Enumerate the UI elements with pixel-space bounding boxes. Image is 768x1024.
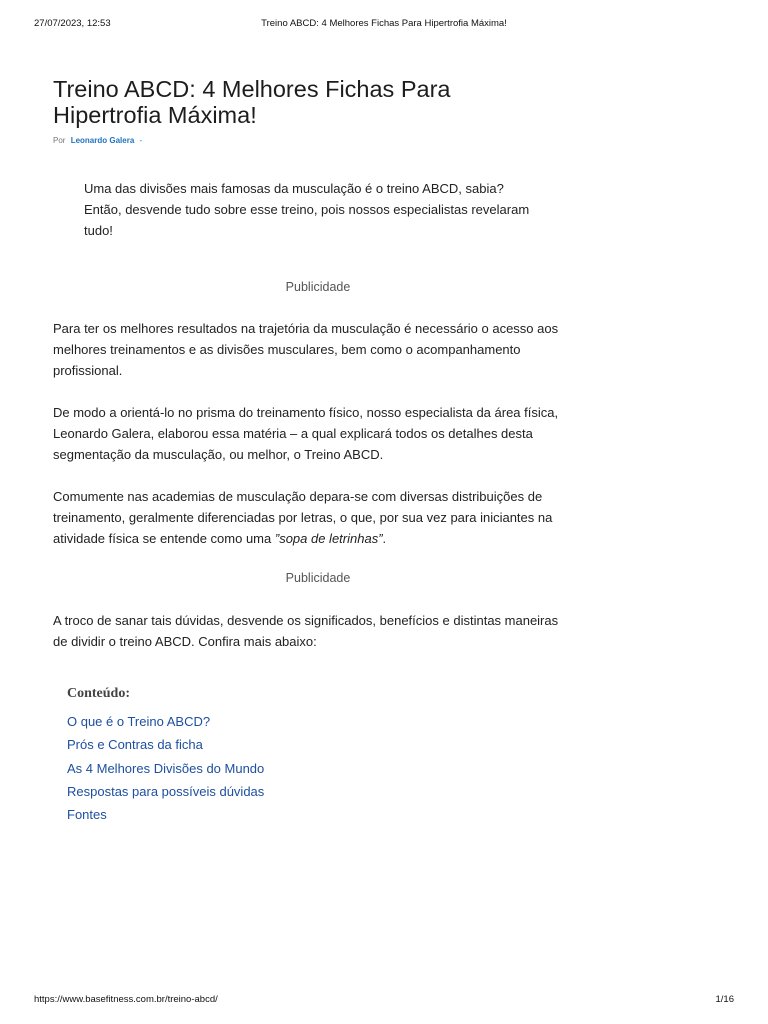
author-link[interactable]: Leonardo Galera — [70, 136, 135, 145]
byline-prefix: Por — [53, 136, 66, 145]
print-page-title: Treino ABCD: 4 Melhores Fichas Para Hipertrofia Máxima! — [261, 18, 507, 29]
toc-link-sources[interactable]: Fontes — [67, 807, 107, 823]
article-paragraph — [53, 318, 583, 381]
paragraph-line: atividade física se entende como uma — [53, 531, 275, 546]
ad-label: Publicidade — [285, 571, 351, 585]
article-intro — [84, 178, 554, 241]
intro-line: Então, desvende tudo sobre esse treino, pois nossos especialistas revelaram — [84, 202, 530, 217]
print-url: https://www.basefitness.com.br/treino-abcd/ — [34, 994, 218, 1005]
page-counter: 1/16 — [715, 994, 734, 1005]
byline — [53, 136, 583, 145]
toc-list — [67, 710, 467, 826]
toc-link-what-is[interactable]: O que é o Treino ABCD? — [67, 714, 211, 729]
paragraph-line: Leonardo Galera, elaborou essa matéria – a qual explicará todos os detalhes desta — [53, 426, 533, 441]
article-title-line-2: Hipertrofia Máxima! — [53, 102, 257, 128]
print-footer — [34, 994, 734, 1008]
paragraph-line: De modo a orientá-lo no prisma do treinamento físico, nosso especialista da área física, — [53, 405, 559, 420]
paragraph-end: . — [382, 531, 387, 546]
paragraph-line: segmentação da musculação, ou melhor, o Treino ABCD. — [53, 447, 384, 462]
toc-link-pros-cons[interactable]: Prós e Contras da ficha — [67, 737, 203, 753]
table-of-contents — [67, 686, 467, 826]
intro-line: tudo! — [84, 223, 113, 238]
paragraph-line: Comumente nas academias de musculação depara-se com diversas distribuições de — [53, 489, 543, 504]
print-datetime: 27/07/2023, 12:53 — [34, 18, 111, 29]
paragraph-line: A troco de sanar tais dúvidas, desvende os significados, benefícios e distintas maneiras — [53, 613, 559, 628]
print-header — [34, 18, 734, 32]
emphasis-text: ”sopa de letrinhas” — [274, 531, 383, 546]
paragraph-line: Para ter os melhores resultados na trajetória da musculação é necessário o acesso aos — [53, 321, 559, 336]
paragraph-line: treinamento, geralmente diferenciadas por letras, o que, por sua vez para iniciantes na — [53, 510, 553, 525]
byline-separator: - — [139, 136, 143, 145]
ad-label: Publicidade — [285, 280, 351, 294]
intro-line: Uma das divisões mais famosas da musculação é o treino ABCD, sabia? — [84, 181, 504, 196]
paragraph-line: de dividir o treino ABCD. Confira mais abaixo: — [53, 634, 317, 649]
paragraph-line: profissional. — [53, 363, 123, 378]
toc-title: Conteúdo: — [67, 686, 131, 701]
toc-link-best-divisions[interactable]: As 4 Melhores Divisões do Mundo — [67, 760, 265, 776]
toc-link-faq[interactable]: Respostas para possíveis dúvidas — [67, 783, 265, 799]
article-header — [53, 76, 583, 145]
article-paragraph — [53, 486, 583, 549]
paragraph-line: melhores treinamentos e as divisões musculares, bem como o acompanhamento — [53, 342, 521, 357]
article-title — [53, 76, 583, 128]
article-title-line-1: Treino ABCD: 4 Melhores Fichas Para — [53, 76, 451, 102]
article-paragraph — [53, 402, 583, 465]
article-paragraph — [53, 610, 583, 652]
